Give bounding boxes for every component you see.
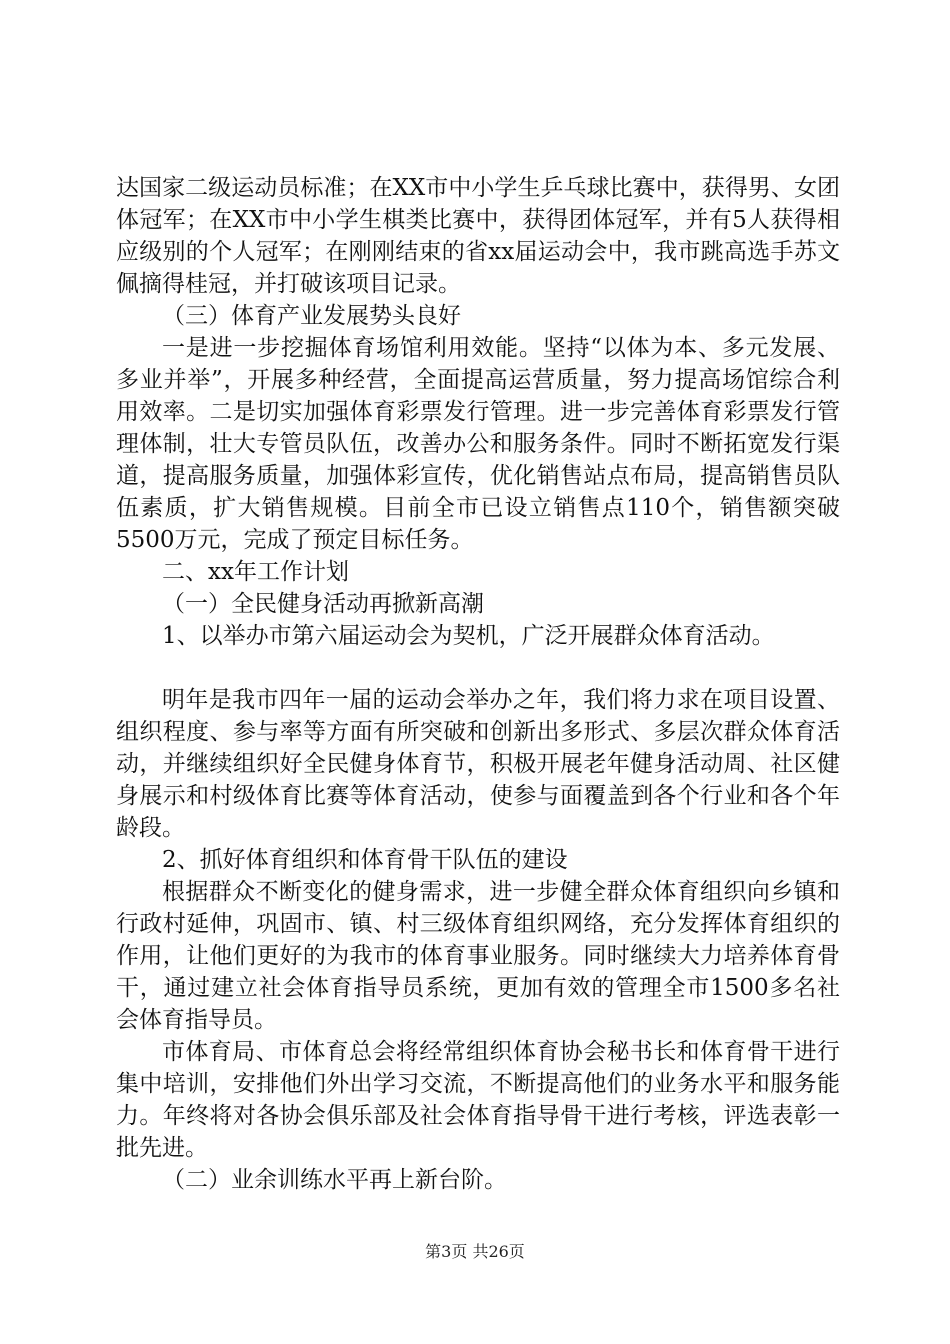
heading-national-fitness: （一）全民健身活动再掀新高潮 xyxy=(162,591,484,617)
heading-amateur-training: （二）业余训练水平再上新台阶。 xyxy=(162,1167,507,1193)
document-body xyxy=(116,172,840,1196)
heading-sports-organizations: 2、抓好体育组织和体育骨干队伍的建设 xyxy=(162,847,568,873)
heading-sports-games: 1、以举办市第六届运动会为契机，广泛开展群众体育活动。 xyxy=(162,623,775,649)
heading-sports-industry: （三）体育产业发展势头良好 xyxy=(162,303,461,329)
paragraph-sports-organizations: 根据群众不断变化的健身需求，进一步健全群众体育组织向乡镇和行政村延伸，巩固市、镇、村三级体育组织网络，充分发挥体育组织的作用，让他们更好的为我市的体育事业服务。同时继续大力培养体育骨干，通过建立社会体育指导员系统，更加有效的管理全市1500多名社会体育指导员。 xyxy=(116,879,840,1033)
heading-work-plan: 二、xx年工作计划 xyxy=(162,559,349,585)
paragraph-achievements-continued: 达国家二级运动员标准；在XX市中小学生乒乓球比赛中，获得男、女团体冠军；在XX市中小学生棋类比赛中，获得团体冠军，并有5人获得相应级别的个人冠军；在刚刚结束的省xx届运动会中，我市跳高选手苏文佩摘得桂冠，并打破该项目记录。 xyxy=(116,175,840,297)
page-number-footer: 第3页 共26页 xyxy=(425,1242,525,1261)
paragraph-training-assessment: 市体育局、市体育总会将经常组织体育协会秘书长和体育骨干进行集中培训，安排他们外出学习交流，不断提高他们的业务水平和服务能力。年终将对各协会俱乐部及社会体育指导骨干进行考核，评选表彰一批先进。 xyxy=(116,1039,840,1161)
blank-line xyxy=(116,652,840,684)
paragraph-sports-industry: 一是进一步挖掘体育场馆利用效能。坚持“以体为本、多元发展、多业并举”，开展多种经营，全面提高运营质量，努力提高场馆综合利用效率。二是切实加强体育彩票发行管理。进一步完善体育彩票发行管理体制，壮大专管员队伍，改善办公和服务条件。同时不断拓宽发行渠道，提高服务质量，加强体彩宣传，优化销售站点布局，提高销售员队伍素质，扩大销售规模。目前全市已设立销售点110个，销售额突破5500万元，完成了预定目标任务。 xyxy=(116,335,840,553)
paragraph-sports-games: 明年是我市四年一届的运动会举办之年，我们将力求在项目设置、组织程度、参与率等方面有所突破和创新出多形式、多层次群众体育活动，并继续组织好全民健身体育节，积极开展老年健身活动周、社区健身展示和村级体育比赛等体育活动，使参与面覆盖到各个行业和各个年龄段。 xyxy=(116,687,840,841)
